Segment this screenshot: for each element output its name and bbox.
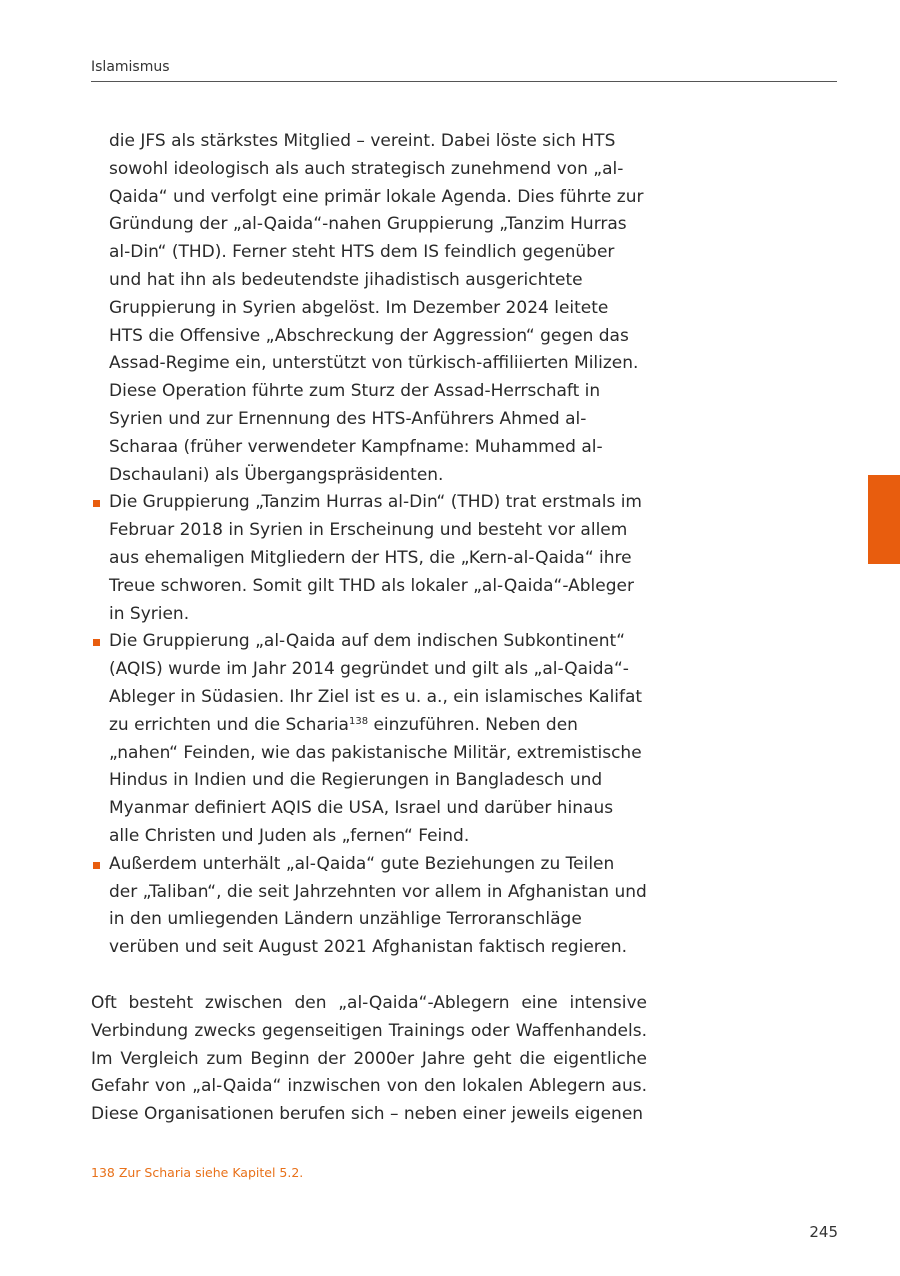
list-item-text-continued: einzuführen. Neben den „nahen“ Feinden, wie das pakistanische Militär, extremistische Hindus in Indien und die Regierungen in Bangladesch und Myanmar definiert AQIS die USA, Israel und darüber hinaus alle Christen und Juden als „fernen“ Feind. bbox=[109, 714, 642, 846]
list-item bbox=[91, 489, 647, 628]
bullet-list bbox=[91, 489, 647, 962]
main-content bbox=[91, 128, 647, 1129]
chapter-tab-marker bbox=[868, 475, 900, 564]
closing-paragraph: Oft besteht zwischen den „al-Qaida“-Ablegern eine intensive Verbindung zwecks gegenseitigen Trainings oder Waffenhandels. Im Vergleich zum Beginn der 2000er Jahre geht die eigentliche Gefahr von „al-Qaida“ inzwischen von den lokalen Ablegern aus. Diese Organisationen berufen sich – neben einer jeweils eigenen bbox=[91, 992, 647, 1125]
square-bullet-icon bbox=[93, 862, 100, 869]
square-bullet-icon bbox=[93, 500, 100, 507]
footnote-reference[interactable]: 138 bbox=[348, 715, 369, 727]
header-divider bbox=[91, 81, 837, 82]
square-bullet-icon bbox=[93, 639, 100, 646]
running-header: Islamismus bbox=[91, 59, 170, 75]
list-item-text: Die Gruppierung „Tanzim Hurras al-Din“ (THD) trat erstmals im Februar 2018 in Syrien in Erscheinung und besteht vor allem aus ehemaligen Mitgliedern der HTS, die „Kern-al-Qaida“ ihre Treue schworen. Somit gilt THD als lokaler „al-Qaida“-Ableger in Syrien. bbox=[109, 492, 642, 624]
intro-paragraph: die JFS als stärkstes Mitglied – vereint. Dabei löste sich HTS sowohl ideologisch als auch strategisch zunehmend von „al-Qaida“ und verfolgt eine primär lokale Agenda. Dies führte zur Gründung der „al-Qaida“-nahen Gruppierung „Tanzim Hurras al-Din“ (THD). Ferner steht HTS dem IS feindlich gegenüber und hat ihn als bedeutendste jihadistisch ausgerichtete Gruppierung in Syrien abgelöst. Im Dezember 2024 leitete HTS die Offensive „Abschreckung der Aggression“ gegen das Assad-Regime ein, unterstützt von türkisch-affiliierten Milizen. Diese Operation führte zum Sturz der Assad-Herrschaft in Syrien und zur Ernennung des HTS-Anführers Ahmed al-Scharaa (früher verwendeter Kampfname: Muhammed al-Dschaulani) als Übergangspräsidenten. bbox=[109, 131, 644, 485]
footnote: 138 Zur Scharia siehe Kapitel 5.2. bbox=[91, 1165, 304, 1180]
list-item bbox=[91, 851, 647, 962]
list-item-text: Außerdem unterhält „al-Qaida“ gute Beziehungen zu Teilen der „Taliban“, die seit Jahrzehnten vor allem in Afghanistan und in den umliegenden Ländern unzählige Terroranschläge verüben und seit August 2021 Afghanistan faktisch regieren. bbox=[109, 853, 647, 958]
list-item-text: Die Gruppierung „al-Qaida auf dem indischen Subkontinent“ (AQIS) wurde im Jahr 2014 gegründet und gilt als „al-Qaida“-Ableger in Südasien. Ihr Ziel ist es u. a., ein islamisches Kalifat zu errichten und die Scharia bbox=[109, 631, 643, 735]
page-number: 245 bbox=[809, 1223, 838, 1241]
list-item bbox=[91, 628, 647, 850]
